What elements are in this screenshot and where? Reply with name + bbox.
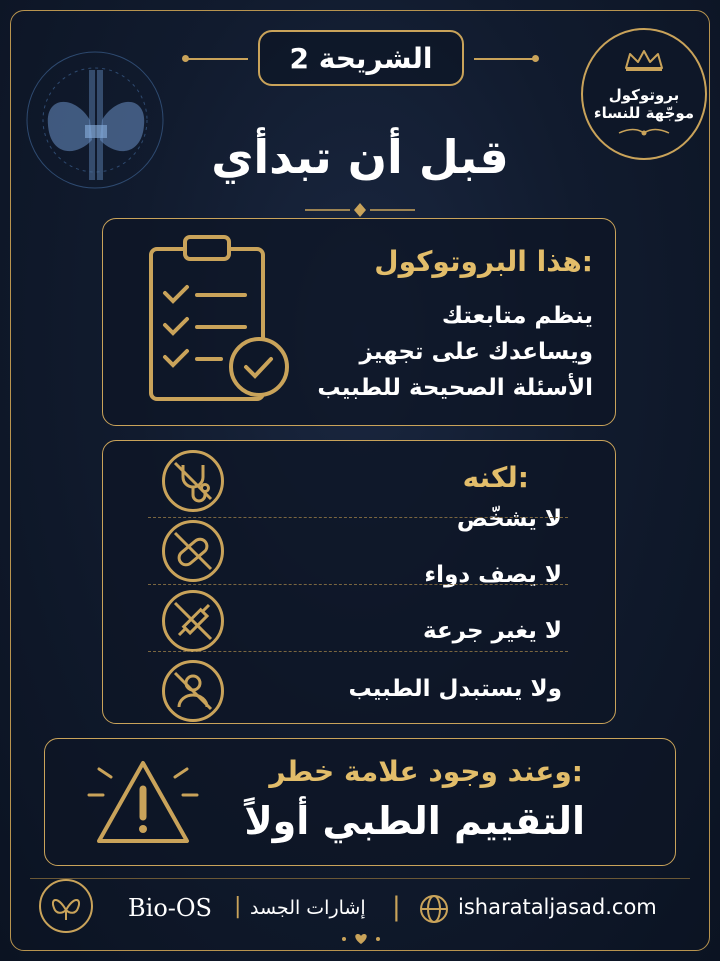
laurel-icon bbox=[614, 126, 674, 140]
clipboard-check-icon bbox=[145, 233, 295, 405]
brand-english: Bio-OS bbox=[128, 894, 212, 922]
pill-dot-left bbox=[182, 55, 189, 62]
butterfly-logo-icon bbox=[38, 878, 94, 934]
brand-arabic: إشارات الجسد bbox=[250, 897, 366, 919]
badge-line-1: بروتوكول bbox=[608, 86, 680, 104]
protocol-line-2: ويساعدك على تجهيز bbox=[359, 339, 593, 365]
no-doctor-icon bbox=[162, 660, 224, 722]
but-item-1: لا يشخّص bbox=[456, 506, 562, 532]
page-title: قبل أن تبدأي bbox=[211, 130, 509, 184]
but-card-title: لكنه: bbox=[462, 461, 529, 494]
pill-rule-left bbox=[188, 58, 248, 60]
warning-triangle-icon bbox=[85, 751, 201, 851]
protocol-badge bbox=[581, 28, 707, 160]
badge-line-2: موجّهة للنساء bbox=[593, 104, 695, 122]
slide-number-pill bbox=[258, 30, 464, 86]
row-divider bbox=[148, 584, 568, 585]
protocol-line-1: ينظم متابعتك bbox=[441, 303, 593, 329]
heart-ornament-icon bbox=[336, 932, 386, 946]
protocol-card-title: هذا البروتوكول: bbox=[374, 245, 593, 278]
pill-dot-right bbox=[532, 55, 539, 62]
footer-divider bbox=[30, 878, 690, 879]
crown-icon bbox=[622, 48, 666, 72]
no-pill-icon bbox=[162, 520, 224, 582]
warning-card bbox=[44, 738, 676, 866]
row-divider bbox=[148, 651, 568, 652]
but-item-3: لا يغير جرعة bbox=[423, 618, 562, 644]
warning-highlight: التقييم الطبي أولاً bbox=[244, 799, 585, 843]
no-syringe-icon bbox=[162, 590, 224, 652]
title-ornament bbox=[300, 200, 420, 220]
website-link[interactable]: isharataljasad.com bbox=[458, 895, 657, 919]
but-item-4: ولا يستبدل الطبيب bbox=[348, 676, 562, 702]
slide-label: الشريحة 2 bbox=[289, 41, 433, 75]
globe-icon bbox=[418, 893, 450, 925]
row-divider bbox=[148, 517, 568, 518]
but-item-2: لا يصف دواء bbox=[424, 562, 562, 588]
thyroid-illustration bbox=[20, 40, 170, 200]
no-stethoscope-icon bbox=[162, 450, 224, 512]
warning-card-title: وعند وجود علامة خطر: bbox=[269, 755, 583, 788]
brand-separator: | bbox=[234, 894, 242, 919]
protocol-card bbox=[102, 218, 616, 426]
protocol-line-3: الأسئلة الصحيحة للطبيب bbox=[317, 375, 593, 401]
pill-rule-right bbox=[474, 58, 534, 60]
footer-separator: | bbox=[392, 892, 401, 922]
